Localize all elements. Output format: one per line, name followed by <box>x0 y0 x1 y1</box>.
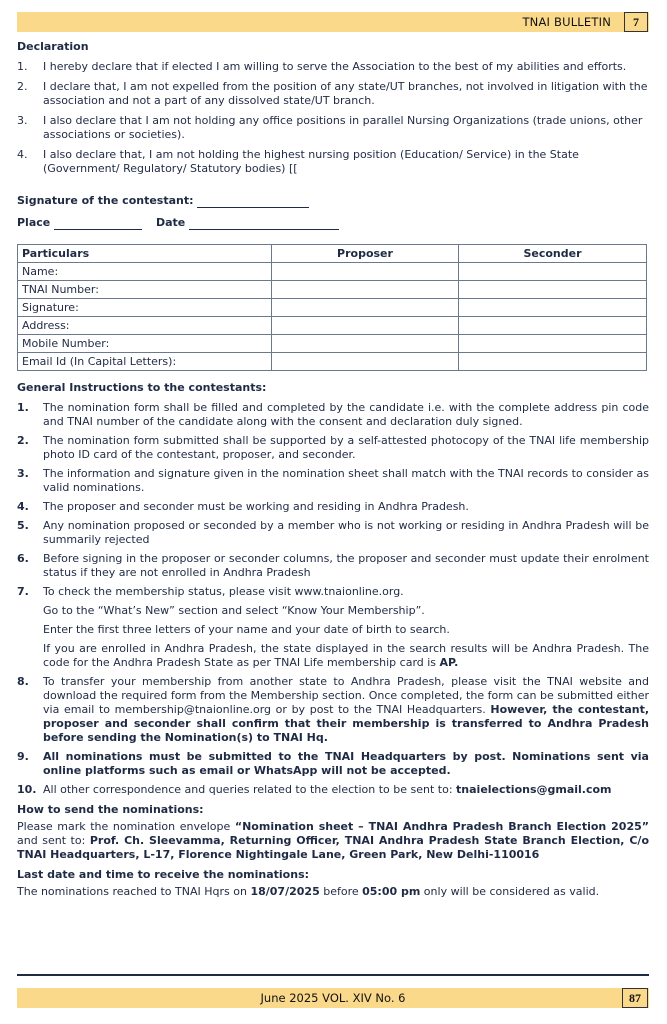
proposer-cell[interactable] <box>272 299 459 317</box>
list-item <box>17 750 649 778</box>
row-label: Signature: <box>18 299 272 317</box>
deadline-text-part: before <box>319 885 363 898</box>
table-row <box>18 299 647 317</box>
list-item <box>17 114 649 142</box>
table-row <box>18 353 647 371</box>
item-text: The information and signature given in the nomination sheet shall match with the TNAI records to consider as valid nominations. <box>43 467 649 494</box>
header-bar <box>17 12 649 32</box>
item-text: All other correspondence and queries related to the election to be sent to: <box>43 783 457 796</box>
signature-blank[interactable] <box>197 196 309 208</box>
signature-label: Signature of the contestant: <box>17 194 194 207</box>
place-date-line <box>17 216 649 230</box>
list-item <box>17 500 649 514</box>
item-number: 8. <box>17 675 29 688</box>
seconder-cell[interactable] <box>459 353 647 371</box>
table-row <box>18 263 647 281</box>
deadline-date: 18/07/2025 <box>250 885 320 898</box>
item-text-bold: All nominations must be submitted to the TNAI Headquarters by post. Nominations sent via online platforms such as email or WhatsApp will not be accepted. <box>43 750 649 777</box>
row-label: Address: <box>18 317 272 335</box>
item-text: To transfer your membership from another state to Andhra Pradesh, please visit the TNAI website and download the required form from the Membership section. Once completed, the form can be submitted either via email to membership@tnaionline.org or by post to the TNAI Headquarters. <box>43 675 649 716</box>
item-number: 3. <box>17 467 29 480</box>
proposer-cell[interactable] <box>272 281 459 299</box>
proposer-cell[interactable] <box>272 335 459 353</box>
header-particulars: Particulars <box>18 245 272 263</box>
list-item <box>17 401 649 429</box>
item-number: 1. <box>17 401 29 414</box>
item-text: Before signing in the proposer or seconder columns, the proposer and seconder must update their enrolment status if they are not enrolled in Andhra Pradesh <box>43 552 649 579</box>
deadline-heading: Last date and time to receive the nominations: <box>17 868 310 881</box>
send-text <box>17 820 649 862</box>
item-number: 9. <box>17 750 29 763</box>
header-proposer: Proposer <box>272 245 459 263</box>
row-label: TNAI Number: <box>18 281 272 299</box>
list-item <box>17 585 649 670</box>
seconder-cell[interactable] <box>459 263 647 281</box>
seconder-cell[interactable] <box>459 335 647 353</box>
item-text: The proposer and seconder must be working and residing in Andhra Pradesh. <box>43 500 469 513</box>
item-text-part: If you are enrolled in Andhra Pradesh, the state displayed in the search results will be Andhra Pradesh. The code for the Andhra Pradesh State as per TNAI Life membership card is <box>43 642 649 669</box>
send-text-part: Please mark the nomination envelope <box>17 820 235 833</box>
list-item <box>17 148 649 176</box>
row-label: Email Id (In Capital Letters): <box>18 353 272 371</box>
item-number: 1. <box>17 60 28 73</box>
date-blank[interactable] <box>189 218 339 230</box>
list-item <box>17 519 649 547</box>
deadline-time: 05:00 pm <box>362 885 421 898</box>
list-item <box>17 552 649 580</box>
item-text: Go to the “What’s New” section and select “Know Your Membership”. <box>43 604 425 617</box>
page-content <box>17 40 649 899</box>
election-email-link[interactable]: tnaielections@gmail.com <box>456 783 612 796</box>
table-row <box>18 317 647 335</box>
footer-divider <box>17 974 649 976</box>
list-item <box>17 675 649 745</box>
item-text-bold: However, the contestant, proposer and seconder shall confirm that their membership is transferred to Andhra Pradesh before sending the Nomination(s) to TNAI Hq. <box>43 703 650 744</box>
date-label: Date <box>155 216 186 229</box>
instructions-heading: General Instructions to the contestants: <box>17 381 267 394</box>
list-item <box>17 434 649 462</box>
table-header-row <box>18 245 647 263</box>
deadline-text-part: only will be considered as valid. <box>420 885 600 898</box>
declaration-list <box>17 60 649 176</box>
table-row <box>18 281 647 299</box>
state-code: AP. <box>439 656 459 669</box>
item-number: 6. <box>17 552 29 565</box>
instructions-list <box>17 401 649 797</box>
item-number: 7. <box>17 585 29 598</box>
footer-page-number: 87 <box>622 988 648 1008</box>
deadline-text-part: The nominations reached to TNAI Hqrs on <box>17 885 251 898</box>
item-text: Enter the first three letters of your name and your date of birth to search. <box>43 623 450 636</box>
item-number: 4. <box>17 148 28 161</box>
proposer-cell[interactable] <box>272 263 459 281</box>
bulletin-title: TNAI BULLETIN <box>522 15 611 29</box>
envelope-label: “Nomination sheet – TNAI Andhra Pradesh Branch Election 2025” <box>234 820 650 833</box>
item-number: 2. <box>17 80 28 93</box>
list-item <box>17 467 649 495</box>
item-text: Any nomination proposed or seconded by a member who is not working or residing in Andhra Pradesh will be summarily rejected <box>43 519 649 546</box>
item-number: 10. <box>17 783 37 796</box>
signature-line <box>17 194 649 208</box>
row-label: Name: <box>18 263 272 281</box>
item-text: I hereby declare that if elected I am willing to serve the Association to the best of my abilities and efforts. <box>43 60 627 73</box>
item-number: 4. <box>17 500 29 513</box>
deadline-text <box>17 885 649 899</box>
send-heading: How to send the nominations: <box>17 803 204 816</box>
declaration-heading: Declaration <box>17 40 89 53</box>
send-text-part: and sent to: <box>17 834 90 847</box>
item-text: I also declare that I am not holding any office positions in parallel Nursing Organizations (trade unions, other associations or societies). <box>43 114 643 141</box>
send-address: Prof. Ch. Sleevamma, Returning Officer, TNAI Andhra Pradesh State Branch Election, C/o TNAI Headquarters, L-17, Florence Nightingale Lane, Green Park, New Delhi-110016 <box>17 834 649 861</box>
item-text <box>43 642 649 670</box>
item-number: 2. <box>17 434 29 447</box>
item-text: I also declare that, I am not holding the highest nursing position (Education/ Service) in the State (Government/ Regulatory/ Statutory bodies) [[ <box>43 148 579 175</box>
item-text: The nomination form shall be filled and completed by the candidate i.e. with the complete address pin code and TNAI number of the candidate along with the consent and declaration duly signed. <box>43 401 649 428</box>
header-seconder: Seconder <box>459 245 647 263</box>
place-label: Place <box>17 216 51 229</box>
header-page-number: 7 <box>624 12 648 32</box>
seconder-cell[interactable] <box>459 317 647 335</box>
list-item <box>17 80 649 108</box>
row-label: Mobile Number: <box>18 335 272 353</box>
nomination-table <box>17 244 647 371</box>
item-text: To check the membership status, please visit www.tnaionline.org. <box>43 585 404 598</box>
proposer-cell[interactable] <box>272 353 459 371</box>
list-item <box>17 60 649 74</box>
seconder-cell[interactable] <box>459 299 647 317</box>
footer-bar <box>17 988 649 1008</box>
list-item <box>17 783 649 797</box>
footer-issue: June 2025 VOL. XIV No. 6 <box>260 991 406 1005</box>
proposer-cell[interactable] <box>272 317 459 335</box>
item-text: The nomination form submitted shall be supported by a self-attested photocopy of the TNAI life membership photo ID card of the contestant, proposer, and seconder. <box>43 434 649 461</box>
table-row <box>18 335 647 353</box>
place-blank[interactable] <box>54 218 142 230</box>
seconder-cell[interactable] <box>459 281 647 299</box>
item-text: I declare that, I am not expelled from the position of any state/UT branches, not involved in litigation with the association and not a part of any dissolved state/UT branch. <box>43 80 648 107</box>
item-number: 3. <box>17 114 28 127</box>
item-number: 5. <box>17 519 29 532</box>
